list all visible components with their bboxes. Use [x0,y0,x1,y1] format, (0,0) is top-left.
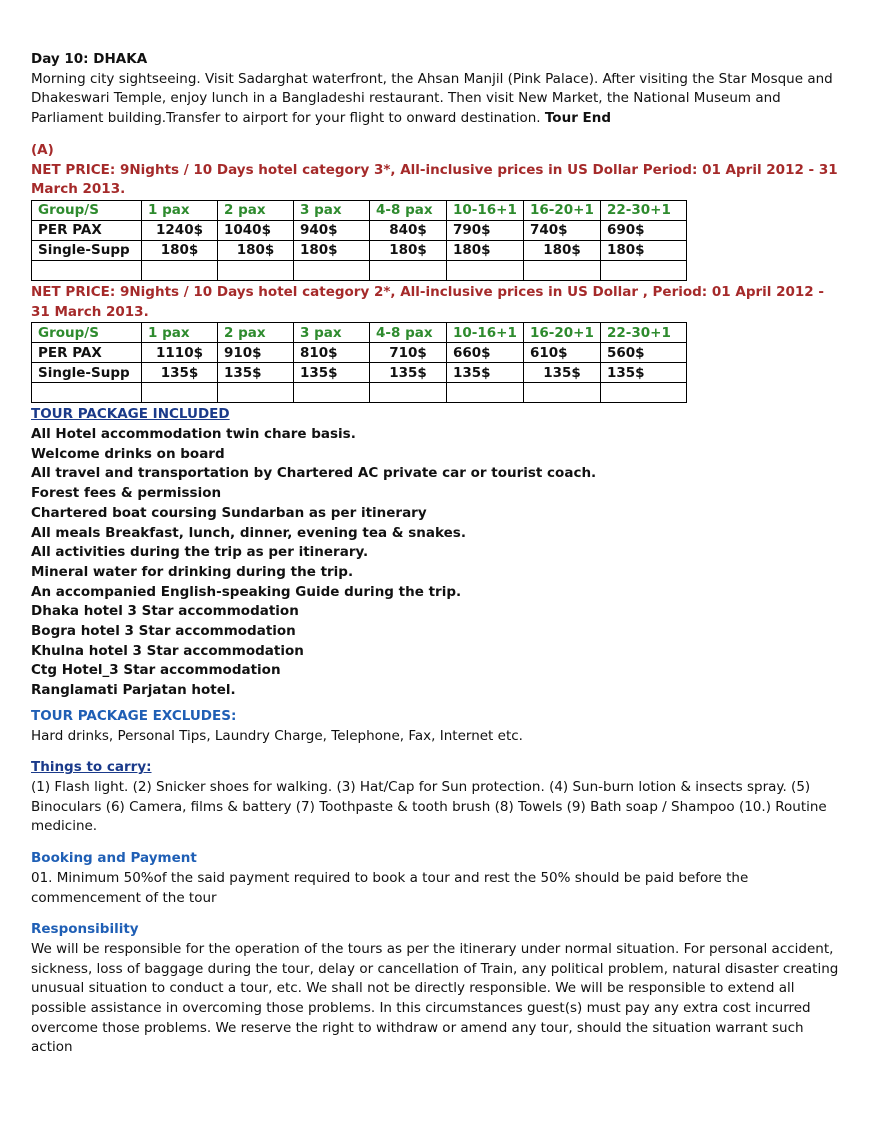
section-a-label: (A) [31,141,54,158]
price-cell: 135$ [142,363,218,383]
booking-text: 01. Minimum 50%of the said payment required to book a tour and rest the 50% should be paid before the commencement of the tour [31,869,749,906]
price-cell: 135$ [447,363,524,383]
table-row-empty [32,260,687,280]
day-heading: Day 10: DHAKA [31,51,148,67]
row-label: Single-Supp [32,240,142,260]
price-title-2star: NET PRICE: 9Nights / 10 Days hotel category 2*, All-inclusive prices in US Dollar , Period: 01 April 2012 - 31 March 2013. [31,283,824,320]
carry-text: (1) Flash light. (2) Snicker shoes for walking. (3) Hat/Cap for Sun protection. (4) Sun-burn lotion & insects spray. (5) Binoculars (6) Camera, films & battery (7) Toothpaste & tooth brush (8) Towels (9) Bath soap / Shampoo (10.) Routine medicine. [31,778,827,835]
header-cell: 1 pax [142,323,218,343]
header-cell: 3 pax [294,323,370,343]
list-item: Forest fees & permission [31,485,222,502]
day-description [31,70,846,129]
list-item: Chartered boat coursing Sundarban as per itinerary [31,504,427,521]
price-cell: 840$ [370,220,447,240]
table-row-empty [32,383,687,403]
header-cell: 10-16+1 [447,323,524,343]
included-heading: TOUR PACKAGE INCLUDED [31,406,230,423]
included-list [31,425,846,701]
table-row [32,343,687,363]
price-cell: 135$ [601,363,687,383]
header-cell: 2 pax [218,323,294,343]
header-cell: 4-8 pax [370,323,447,343]
price-table-3star [31,200,687,281]
list-item: Mineral water for drinking during the trip. [31,563,354,580]
excludes-heading: TOUR PACKAGE EXCLUDES: [31,707,237,724]
price-cell: 135$ [524,363,601,383]
list-item: All meals Breakfast, lunch, dinner, evening tea & snakes. [31,524,466,541]
table-row [32,363,687,383]
list-item: Ranglamati Parjatan hotel. [31,682,236,699]
header-cell: 16-20+1 [524,200,601,220]
price-cell: 135$ [370,363,447,383]
table-row [32,240,687,260]
price-cell: 810$ [294,343,370,363]
day-text: Morning city sightseeing. Visit Sadarghat waterfront, the Ahsan Manjil (Pink Palace). After visiting the Star Mosque and Dhakeswari Temple, enjoy lunch in a Bangladeshi restaurant. Then visit New Market, the National Museum and Parliament building.Transfer to airport for your flight to onward destination. [31,70,833,127]
table-header-row [32,200,687,220]
row-label: PER PAX [32,343,142,363]
price-cell: 740$ [524,220,601,240]
header-cell: 16-20+1 [524,323,601,343]
carry-heading: Things to carry: [31,759,152,776]
header-cell: 22-30+1 [601,200,687,220]
list-item: All activities during the trip as per itinerary. [31,544,369,561]
header-cell: 2 pax [218,200,294,220]
list-item: All Hotel accommodation twin chare basis. [31,426,356,443]
row-label: Single-Supp [32,363,142,383]
tour-end: Tour End [544,110,612,127]
table-row [32,220,687,240]
price-cell: 180$ [294,240,370,260]
price-cell: 560$ [601,343,687,363]
price-cell: 180$ [370,240,447,260]
excludes-text: Hard drinks, Personal Tips, Laundry Charge, Telephone, Fax, Internet etc. [31,727,523,744]
header-cell: 10-16+1 [447,200,524,220]
booking-heading: Booking and Payment [31,850,197,867]
price-cell: 180$ [601,240,687,260]
price-cell: 180$ [447,240,524,260]
price-cell: 1240$ [142,220,218,240]
list-item: All travel and transportation by Chartered AC private car or tourist coach. [31,465,597,482]
price-cell: 180$ [218,240,294,260]
price-cell: 135$ [218,363,294,383]
header-cell: 22-30+1 [601,323,687,343]
price-cell: 790$ [447,220,524,240]
list-item: An accompanied English-speaking Guide during the trip. [31,583,462,600]
header-cell: 1 pax [142,200,218,220]
document-page [31,50,846,1058]
price-cell: 710$ [370,343,447,363]
list-item: Khulna hotel 3 Star accommodation [31,642,304,659]
list-item: Welcome drinks on board [31,445,225,462]
row-label: PER PAX [32,220,142,240]
header-cell: 4-8 pax [370,200,447,220]
price-cell: 690$ [601,220,687,240]
price-cell: 910$ [218,343,294,363]
price-cell: 610$ [524,343,601,363]
price-cell: 180$ [524,240,601,260]
responsibility-text: We will be responsible for the operation of the tours as per the itinerary under normal situation. For personal accident, sickness, loss of baggage during the tour, delay or cancellation of Train, any political problem, natural disaster creating unusual situation to conduct a tour, etc. We shall not be directly responsible. We will be responsible to extend all possible assistance in overcoming those problems. In this circumstances guest(s) must pay any extra cost incurred overcome those problems. We reserve the right to withdraw or amend any tour, should the situation warrant such action [31,940,839,1056]
price-table-2star [31,322,687,403]
price-cell: 135$ [294,363,370,383]
price-cell: 180$ [142,240,218,260]
price-cell: 940$ [294,220,370,240]
list-item: Dhaka hotel 3 Star accommodation [31,603,299,620]
table-header-row [32,323,687,343]
price-title-3star: NET PRICE: 9Nights / 10 Days hotel category 3*, All-inclusive prices in US Dollar Period: 01 April 2012 - 31 March 2013. [31,161,838,198]
list-item: Bogra hotel 3 Star accommodation [31,623,296,640]
header-cell: 3 pax [294,200,370,220]
list-item: Ctg Hotel_3 Star accommodation [31,662,281,679]
header-cell: Group/S [32,200,142,220]
price-cell: 660$ [447,343,524,363]
responsibility-heading: Responsibility [31,921,139,938]
header-cell: Group/S [32,323,142,343]
price-cell: 1110$ [142,343,218,363]
price-cell: 1040$ [218,220,294,240]
